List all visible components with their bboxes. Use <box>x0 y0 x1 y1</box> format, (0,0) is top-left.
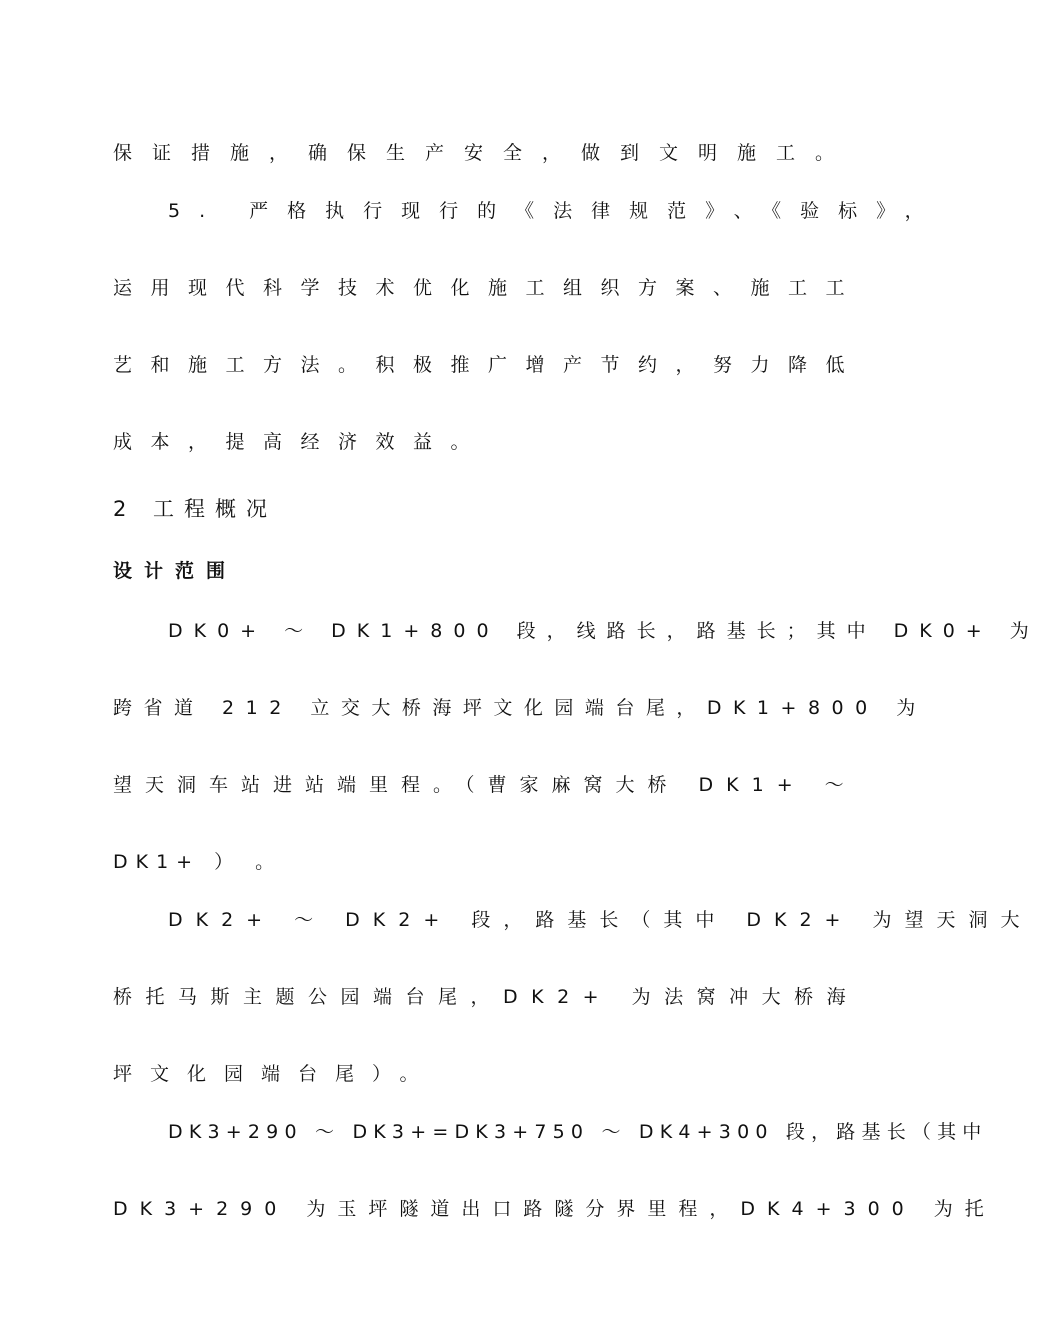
paragraph-line: DK3+290 ～ DK3+=DK3+750 ～ DK4+300 段，路基长（其中 <box>168 1121 988 1143</box>
paragraph-line: 桥托马斯主题公园端台尾，DK2+ 为法窝冲大桥海 <box>113 986 860 1008</box>
sub-heading: 设计范围 <box>113 560 238 582</box>
paragraph-line: 5. 严格执行现行的《法律规范》、《验标》， <box>168 200 943 222</box>
paragraph-line: 跨省道 212 立交大桥海坪文化园端台尾，DK1+800 为 <box>113 697 927 719</box>
section-heading: 2 工程概况 <box>113 497 278 521</box>
paragraph-line: 坪文化园端台尾）。 <box>113 1063 437 1085</box>
paragraph-line: DK0+ ～ DK1+800 段，线路长，路基长；其中 DK0+ 为 <box>168 620 1040 642</box>
paragraph-line: 望天洞车站进站端里程。（曹家麻窝大桥 DK1+ ～ <box>113 774 857 796</box>
paragraph-line: 成本，提高经济效益。 <box>113 431 489 453</box>
paragraph-line: 保证措施，确保生产安全，做到文明施工。 <box>113 142 855 164</box>
paragraph-line: DK3+290 为玉坪隧道出口路隧分界里程，DK4+300 为托 <box>113 1198 996 1220</box>
paragraph-line: 艺和施工方法。积极推广增产节约，努力降低 <box>113 354 864 376</box>
paragraph-line: DK2+ ～ DK2+ 段，路基长（其中 DK2+ 为望天洞大 <box>168 909 1033 931</box>
paragraph-line: DK1+ ） 。 <box>113 851 283 873</box>
paragraph-line: 运用现代科学技术优化施工组织方案、施工工 <box>113 277 864 299</box>
